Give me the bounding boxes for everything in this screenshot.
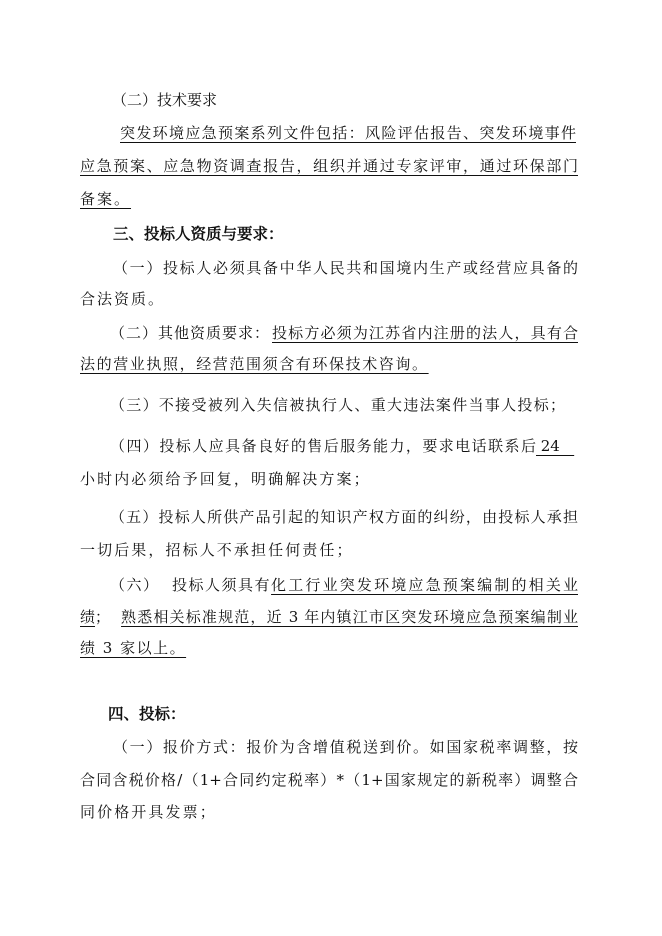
qualification-item-4: 小时内必须给予回复，明确解决方案；: [80, 470, 371, 488]
qualification-item-4: [110, 436, 578, 456]
tech-requirements-text: 应急预案、应急物资调查报告，组织并通过专家评审，通过环保部门: [80, 157, 578, 175]
tech-requirements-text: 突发环境应急预案系列文件包括：风险评估报告、突发环境事件: [120, 124, 576, 142]
underlined-text: 绩: [80, 608, 96, 626]
qualification-item-6: [110, 575, 578, 595]
bidding-item-1: 合同含税价格/（1+合同约定税率）*（1+国家规定的新税率）调整合: [80, 771, 578, 789]
separator: ；: [95, 608, 111, 626]
bidding-item-1: 同价格开具发票；: [80, 803, 217, 821]
underlined-text: 化工行业突发环境应急预案编制的相关业: [271, 576, 578, 594]
underlined-text: 熟悉相关标准规范，近 3 年内镇江市区突发环境应急预案编制业: [121, 608, 578, 626]
tech-requirements-heading: （二）技术要求: [112, 91, 218, 109]
qualification-item-5: 一切后果，招标人不承担任何责任；: [80, 541, 354, 559]
qualification-item-6: 绩 3 家以上。: [80, 639, 187, 657]
item-text: （四）投标人应具备良好的售后服务能力，要求电话联系后: [110, 437, 536, 455]
item-label: （六） 投标人须具有: [110, 576, 272, 594]
qualification-item-5: （五）投标人所供产品引起的知识产权方面的纠纷，由投标人承担: [110, 508, 578, 526]
underlined-text: 投标方必须为江苏省内注册的法人，具有合: [272, 324, 578, 342]
bidding-item-1: （一）报价方式：报价为含增值税送到价。如国家税率调整，按: [113, 738, 578, 756]
qualification-item-3: （三）不接受被列入失信被执行人、重大违法案件当事人投标；: [110, 396, 565, 414]
hours-value: 24: [536, 437, 575, 455]
section-4-heading: 四、投标：: [108, 704, 186, 723]
qualification-item-6: [80, 607, 578, 627]
qualification-item-1: 合法资质。: [80, 290, 166, 308]
tech-requirements-text: 备案。: [80, 190, 132, 208]
item-label: （二）其他资质要求：: [110, 324, 271, 342]
qualification-item-1: （一）投标人必须具备中华人民共和国境内生产或经营应具备的: [113, 259, 578, 277]
qualification-item-2: [110, 323, 578, 343]
qualification-item-2: 法的营业执照，经营范围须含有环保技术咨询。: [80, 355, 429, 373]
section-3-heading: 三、投标人资质与要求：: [113, 224, 284, 243]
